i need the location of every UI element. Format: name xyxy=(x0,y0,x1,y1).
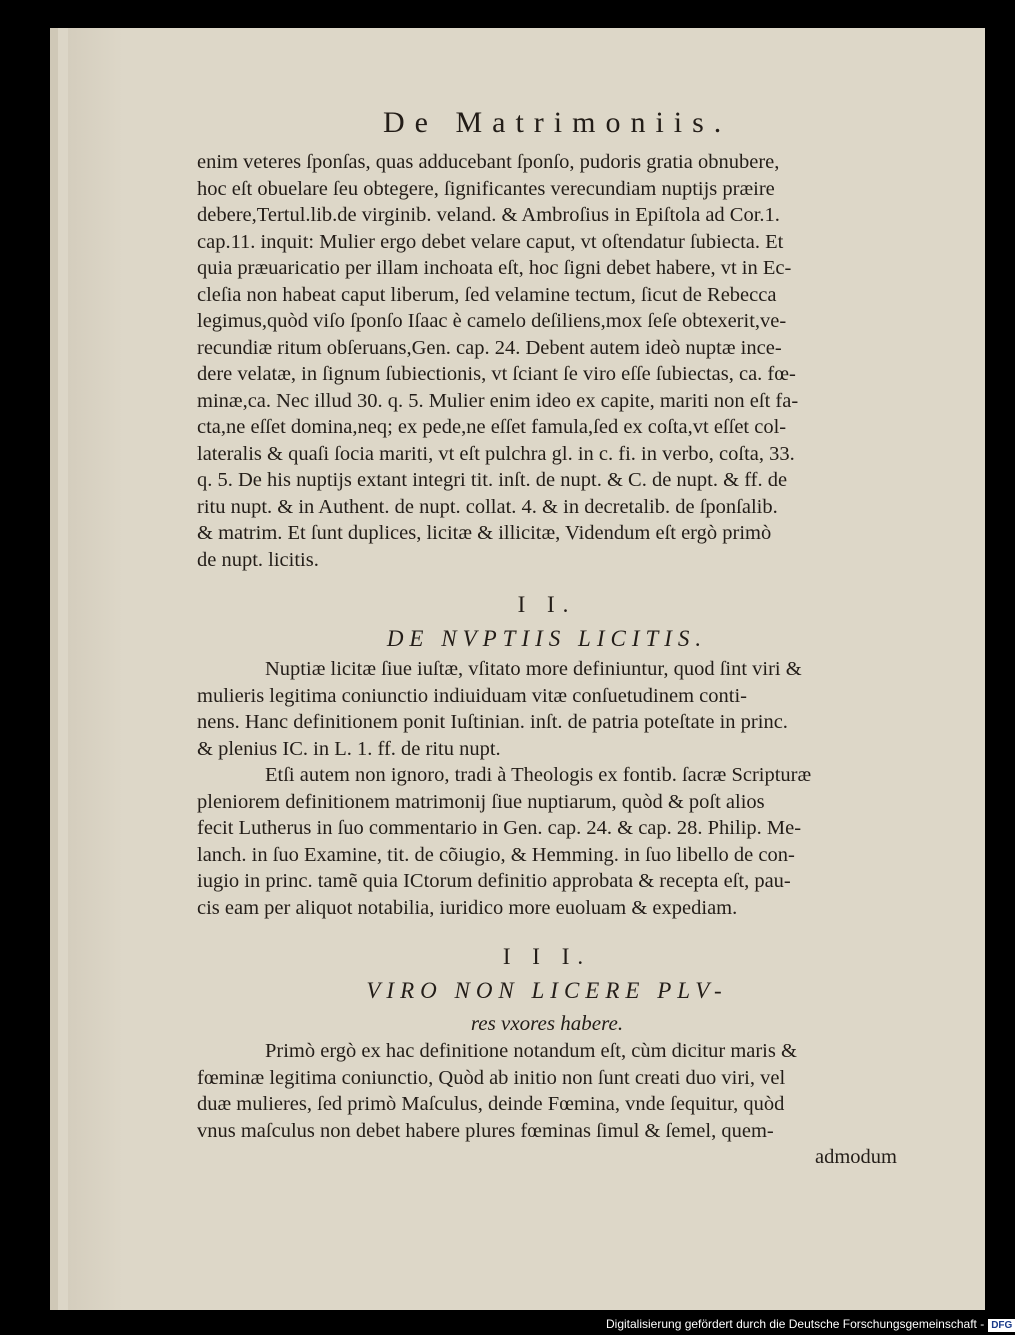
section-title: VIRO NON LICERE PLV- xyxy=(366,978,728,1003)
text-line: pleniorem definitionem matrimonij ſiue nuptiarum, quòd & poſt alios xyxy=(197,790,765,813)
text-line: Nuptiæ licitæ ſiue iuſtæ, vſitato more definiuntur, quod ſint viri & xyxy=(265,658,802,680)
section-2 xyxy=(197,588,897,921)
text-line: recundiæ ritum obſeruans,Gen. cap. 24. Debent autem ideò nuptæ ince- xyxy=(197,336,782,359)
text-line: lanch. in ſuo Examine, tit. de cõiugio, & Hemming. in ſuo libello de con- xyxy=(197,843,795,866)
text-line: enim veteres ſponſas, quas adducebant ſponſo, pudoris gratia obnubere, xyxy=(197,151,780,173)
text-line: duæ mulieres, ſed primò Maſculus, deinde Fœmina, vnde ſequitur, quòd xyxy=(197,1093,785,1115)
section-number: I I. xyxy=(517,592,577,617)
footer-credit xyxy=(606,1317,1015,1332)
text-line: nens. Hanc definitionem ponit Iuſtinian. inſt. de patria poteſtate in princ. xyxy=(197,711,788,733)
text-line: cta,ne eſſet domina,neq; ex pede,ne eſſet famula,ſed ex coſta,vt eſſet col- xyxy=(197,416,787,438)
section-subtitle: res vxores habere. xyxy=(470,1011,624,1035)
dfg-logo: DFG xyxy=(988,1319,1015,1332)
text-line: ritu nupt. & in Authent. de nupt. collat. 4. & in decretalib. de ſponſalib. xyxy=(197,495,778,518)
text-line: debere,Tertul.lib.de virginib. veland. & Ambroſius in Epiſtola ad Cor.1. xyxy=(197,204,780,226)
section-3 xyxy=(197,940,897,1171)
text-line: mulieris legitima coniunctio indiuiduam vitæ conſuetudinem conti- xyxy=(197,684,747,707)
text-line: cleſia non habeat caput liberum, ſed velamine tectum, ſicut de Rebecca xyxy=(197,283,777,306)
text-line: legimus,quòd viſo ſponſo Iſaac è camelo deſiliens,mox ſeſe obtexerit,ve- xyxy=(197,310,787,332)
text-line: quia præuaricatio per illam inchoata eſt, hoc ſigni debet habere, vt in Ec- xyxy=(197,257,792,279)
footer-text: Digitalisierung gefördert durch die Deutsche Forschungsgemeinschaft - xyxy=(606,1317,985,1331)
text-line: & matrim. Et ſunt duplices, licitæ & illicitæ, Videndum eſt ergò primò xyxy=(197,522,772,544)
text-line: q. 5. De his nuptijs extant integri tit. inſt. de nupt. & C. de nupt. & ff. de xyxy=(197,469,788,491)
text-line: cap.11. inquit: Mulier ergo debet velare caput, vt oſtendatur ſubiecta. Et xyxy=(197,230,784,253)
text-line: hoc eſt obuelare ſeu obtegere, ſignificantes verecundiam nuptijs præire xyxy=(197,177,775,200)
text-line: fœminæ legitima coniunctio, Quòd ab initio non ſunt creati duo viri, vel xyxy=(197,1066,786,1089)
text-line: lateralis & quaſi ſocia mariti, vt eſt pulchra gl. in c. fi. in verbo, coſta, 33. xyxy=(197,442,795,465)
text-line: cis eam per aliquot notabilia, iuridico more euoluam & expediam. xyxy=(197,896,738,919)
text-line: Etſi autem non ignoro, tradi à Theologis ex fontib. ſacræ Scripturæ xyxy=(265,764,812,786)
text-line: vnus maſculus non debet habere plures fœminas ſimul & ſemel, quem- xyxy=(197,1119,774,1142)
text-line: de nupt. licitis. xyxy=(197,548,319,571)
text-line: & plenius IC. in L. 1. ff. de ritu nupt. xyxy=(197,737,501,760)
text-line: iugio in princ. tamẽ quia ICtorum definitio approbata & recepta eſt, pau- xyxy=(197,870,791,892)
text-line: minæ,ca. Nec illud 30. q. 5. Mulier enim ideo ex capite, mariti non eſt fa- xyxy=(197,389,799,412)
text-line: Primò ergò ex hac definitione notandum eſt, cùm dicitur maris & xyxy=(265,1040,797,1062)
text-line: fecit Lutherus in ſuo commentario in Gen. cap. 24. & cap. 28. Philip. Me- xyxy=(197,817,802,839)
running-header: De Matrimoniis. xyxy=(383,106,732,139)
catchword: admodum xyxy=(815,1146,897,1168)
text-line: dere velatæ, in ſignum ſubiectionis, vt ſciant ſe viro eſſe ſubiectas, ca. fœ- xyxy=(197,363,796,385)
section-number: I I I. xyxy=(502,944,592,969)
body-text-top xyxy=(197,149,897,573)
section-title: DE NVPTIIS LICITIS. xyxy=(386,626,708,651)
